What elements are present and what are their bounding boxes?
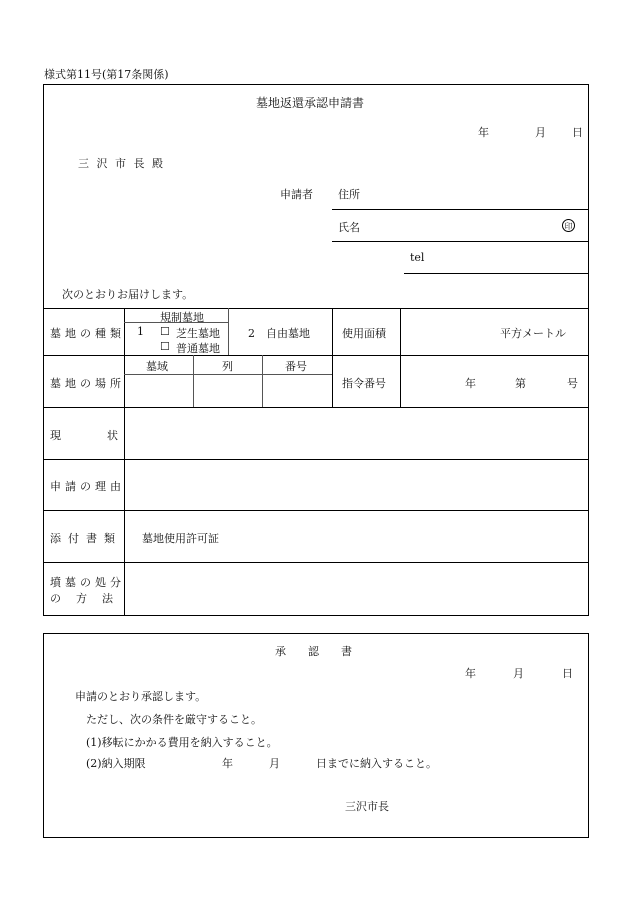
name-label: 氏名 xyxy=(338,221,360,234)
intro-text: 次のとおりお届けします。 xyxy=(62,288,194,301)
approval-line-1: 申請のとおり承認します。 xyxy=(75,690,207,703)
designation-go: 号 xyxy=(567,377,578,390)
address-underline xyxy=(332,209,588,210)
addressee: 三 沢 市 長 殿 xyxy=(78,157,165,170)
name-underline xyxy=(332,241,588,242)
current-state-label-1: 現 xyxy=(50,429,61,442)
col-row: 列 xyxy=(222,360,233,373)
option-lawn-grave: 芝生墓地 xyxy=(176,327,220,340)
location-header-line xyxy=(124,374,332,375)
current-state-label-2: 状 xyxy=(107,429,118,442)
approval-date-month: 月 xyxy=(513,667,524,680)
label-column-divider xyxy=(124,308,125,615)
tel-underline xyxy=(404,273,588,274)
col-block: 墓域 xyxy=(146,360,168,373)
approval-line-2: ただし、次の条件を厳守すること。 xyxy=(86,713,262,726)
option-normal-grave: 普通墓地 xyxy=(176,342,220,355)
reason-label: 申請の理由 xyxy=(50,480,125,493)
attachments-label: 添付書類 xyxy=(50,532,122,545)
address-label: 住所 xyxy=(338,188,360,201)
date-day: 日 xyxy=(572,126,583,139)
attachments-value: 墓地使用許可証 xyxy=(142,532,219,545)
date-year: 年 xyxy=(478,126,489,139)
checkbox-normal[interactable]: ☐ xyxy=(160,340,170,353)
approval-line-4-year: 年 xyxy=(222,757,233,770)
approval-line-4-prefix: (2)納入期限 xyxy=(86,757,146,770)
option-free-grave: 2 自由墓地 xyxy=(248,327,310,340)
area-unit: 平方メートル xyxy=(500,327,566,340)
option-1-number: 1 xyxy=(137,325,144,338)
applicant-label: 申請者 xyxy=(280,188,313,201)
form-number: 様式第11号(第17条関係) xyxy=(44,68,169,81)
designation-dai: 第 xyxy=(515,377,526,390)
regulated-divider xyxy=(124,322,228,323)
date-month: 月 xyxy=(535,126,546,139)
regulated-grave-label: 規制墓地 xyxy=(160,311,204,324)
area-label-divider-right xyxy=(400,308,401,407)
disposal-label-1: 墳墓の処分 xyxy=(50,576,125,589)
area-label-divider-left xyxy=(332,308,333,407)
designation-year: 年 xyxy=(465,377,476,390)
location-label: 墓地の場所 xyxy=(50,377,125,390)
approval-date-year: 年 xyxy=(465,667,476,680)
location-col-divider-1 xyxy=(193,355,194,407)
grave-type-label: 墓地の種類 xyxy=(50,327,125,340)
location-col-divider-2 xyxy=(262,355,263,407)
grave-type-divider xyxy=(228,308,229,355)
col-number: 番号 xyxy=(285,360,307,373)
application-title: 墓地返還承認申請書 xyxy=(256,96,365,110)
disposal-label-2: の 方 法 xyxy=(50,592,115,605)
approval-date-day: 日 xyxy=(562,667,573,680)
designation-label: 指令番号 xyxy=(342,377,386,390)
seal-mark: 印 xyxy=(562,219,575,232)
area-label: 使用面積 xyxy=(342,327,386,340)
tel-label: tel xyxy=(410,251,425,264)
approval-line-4-suffix: 日までに納入すること。 xyxy=(316,757,437,770)
approval-signatory: 三沢市長 xyxy=(345,800,389,813)
approval-line-3: (1)移転にかかる費用を納入すること。 xyxy=(86,736,278,749)
approval-title: 承 認 書 xyxy=(275,645,352,658)
approval-line-4-month: 月 xyxy=(269,757,280,770)
checkbox-lawn[interactable]: ☐ xyxy=(160,325,170,338)
